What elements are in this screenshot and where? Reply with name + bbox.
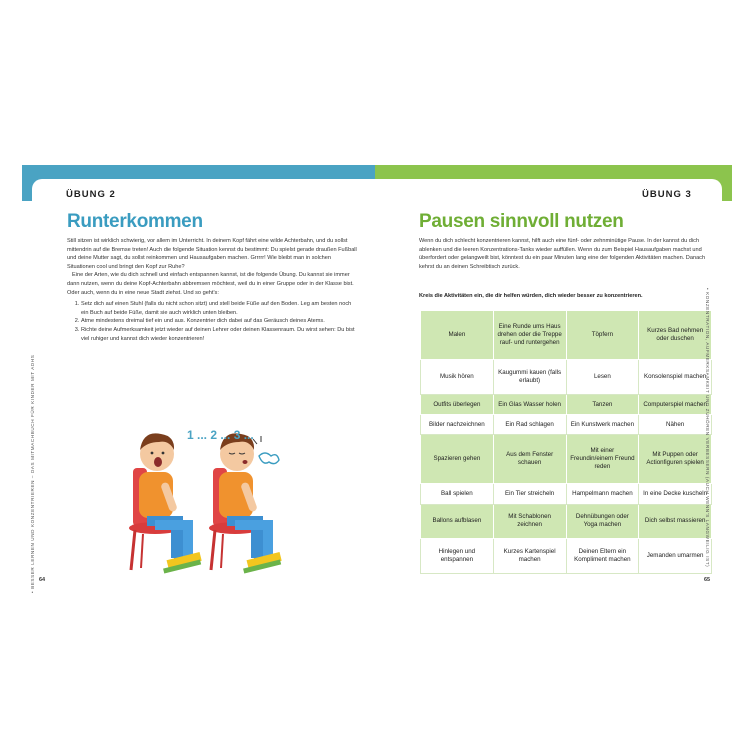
activity-cell: Konsolenspiel machen	[639, 360, 712, 395]
left-side-running-title: • BESSER LERNEN UND KONZENTRIEREN – DAS MITMACHBUCH FÜR KINDER MIT ADHS	[30, 354, 35, 593]
steps-list	[67, 300, 357, 343]
activity-cell: Kurzes Bad nehmen oder duschen	[639, 311, 712, 360]
activity-cell: Eine Runde ums Haus drehen oder die Treppe rauf- und runtergehen	[493, 311, 566, 360]
left-paragraph-1: Still sitzen ist wirklich schwierig, vor allem im Unterricht. In deinem Kopf fährt eine wilde Achterbahn, und du sollst mittendrin auf die Bremse treten! Auch die folgende Situation kennst du bestimmt: Du spielst gerade draußen Fußball und deine Mutter sagt, du sollst reinkommen und Hausaufgaben machen. Grrrrr! Wie bleibt man in solchen Situationen cool und bringt den Kopf zur Ruhe?	[67, 238, 357, 270]
activity-cell: Nähen	[639, 415, 712, 435]
activity-cell: Ballons aufblasen	[421, 504, 494, 539]
right-paragraph: Wenn du dich schlecht konzentrieren kannst, hilft auch eine fünf- oder zehnminütige Pause. In der kannst du dich ablenken und die leeren Konzentrations-Tanks wieder auffüllen. Wenn du zum Beispiel Hausaufgaben machst und überfordert oder gelangweilt bist, könntest du ein paar Minuten lang eine der folgenden Aktivitäten machen. Danach kehrst du an deinen Schreibtisch zurück.	[419, 238, 706, 270]
page-number-left: 64	[39, 577, 46, 583]
table-row	[421, 360, 712, 395]
step-item: 3. Richte deine Aufmerksamkeit jetzt wieder auf deinen Lehrer oder deinen Klassenraum. Du wirst sehen: Du bist viel ruhiger und kannst dich wieder konzentrieren!	[81, 326, 357, 343]
table-row	[421, 484, 712, 504]
activity-cell: Mit Puppen oder Actionfiguren spielen	[639, 435, 712, 484]
activity-cell: Mit Schablonen zeichnen	[493, 504, 566, 539]
right-page-body	[419, 237, 709, 271]
activity-cell: Dich selbst massieren	[639, 504, 712, 539]
activity-cell: Computerspiel machen	[639, 395, 712, 415]
activity-cell: In eine Decke kuscheln	[639, 484, 712, 504]
activity-cell: Outfits überlegen	[421, 395, 494, 415]
activity-cell: Hinlegen und entspannen	[421, 539, 494, 574]
child-breathing-in-illustration	[129, 433, 202, 573]
activity-cell: Kurzes Kartenspiel machen	[493, 539, 566, 574]
table-row	[421, 504, 712, 539]
table-row	[421, 435, 712, 484]
children-illustration	[125, 420, 310, 580]
table-row	[421, 415, 712, 435]
activity-cell: Ball spielen	[421, 484, 494, 504]
activity-cell: Ein Kunstwerk machen	[566, 415, 639, 435]
step-item: 2. Atme mindestens dreimal tief ein und aus. Konzentrier dich dabei auf das Geräusch deines Atems.	[81, 317, 357, 326]
activity-cell: Ein Rad schlagen	[493, 415, 566, 435]
activity-cell: Tanzen	[566, 395, 639, 415]
right-side-running-title: • KONZENTRATION, AUFMERKSAMKEIT UND ZUHÖREN VERBESSERN (AUCH WENN'S LANGWEILIG IST)	[705, 288, 710, 568]
activity-cell: Ein Glas Wasser holen	[493, 395, 566, 415]
child-breathing-out-illustration	[209, 433, 282, 573]
activity-cell: Jemanden umarmen	[639, 539, 712, 574]
activity-cell: Lesen	[566, 360, 639, 395]
activity-cell: Bilder nachzeichnen	[421, 415, 494, 435]
activity-cell: Mit einer Freundin/einem Freund reden	[566, 435, 639, 484]
table-row	[421, 311, 712, 360]
left-paragraph-2: Eine der Arten, wie du dich schnell und einfach entspannen kannst, ist die folgende Übung. Du kannst sie immer dann nutzen, wenn du deine Kopf-Achterbahn abbremsen möchtest, weil du in einer Gruppe oder in der Klasse bist. Oder auch, wenn du in eine neue Stadt ziehst. Und so geht's:	[67, 272, 354, 296]
activity-cell: Ein Tier streicheln	[493, 484, 566, 504]
activity-cell: Spazieren gehen	[421, 435, 494, 484]
table-instruction: Kreis die Aktivitäten ein, die dir helfen würden, dich wieder besser zu konzentrieren.	[419, 293, 643, 299]
activity-cell: Töpfern	[566, 311, 639, 360]
activity-cell: Dehnübungen oder Yoga machen	[566, 504, 639, 539]
exercise-label-left: ÜBUNG 2	[66, 189, 116, 200]
activity-cell: Deinen Eltern ein Kompliment machen	[566, 539, 639, 574]
activity-cell: Musik hören	[421, 360, 494, 395]
activities-table	[420, 310, 712, 574]
activity-cell: Hampelmann machen	[566, 484, 639, 504]
right-page-title: Pausen sinnvoll nutzen	[419, 211, 624, 232]
activity-cell: Kaugummi kauen (falls erlaubt)	[493, 360, 566, 395]
left-page-body	[67, 237, 357, 343]
step-item: 1. Setz dich auf einen Stuhl (falls du nicht schon sitzt) und stell beide Füße auf den Boden. Leg am besten noch ein Buch auf beide Füße, damit sie auch wirklich unten bleiben.	[81, 300, 357, 317]
table-row	[421, 395, 712, 415]
table-row	[421, 539, 712, 574]
exercise-label-right: ÜBUNG 3	[642, 189, 692, 200]
activity-cell: Aus dem Fenster schauen	[493, 435, 566, 484]
left-page-title: Runterkommen	[67, 211, 203, 232]
counting-text: 1 ... 2 ... 3 ...	[187, 428, 254, 442]
page-number-right: 65	[704, 577, 711, 583]
activity-cell: Malen	[421, 311, 494, 360]
